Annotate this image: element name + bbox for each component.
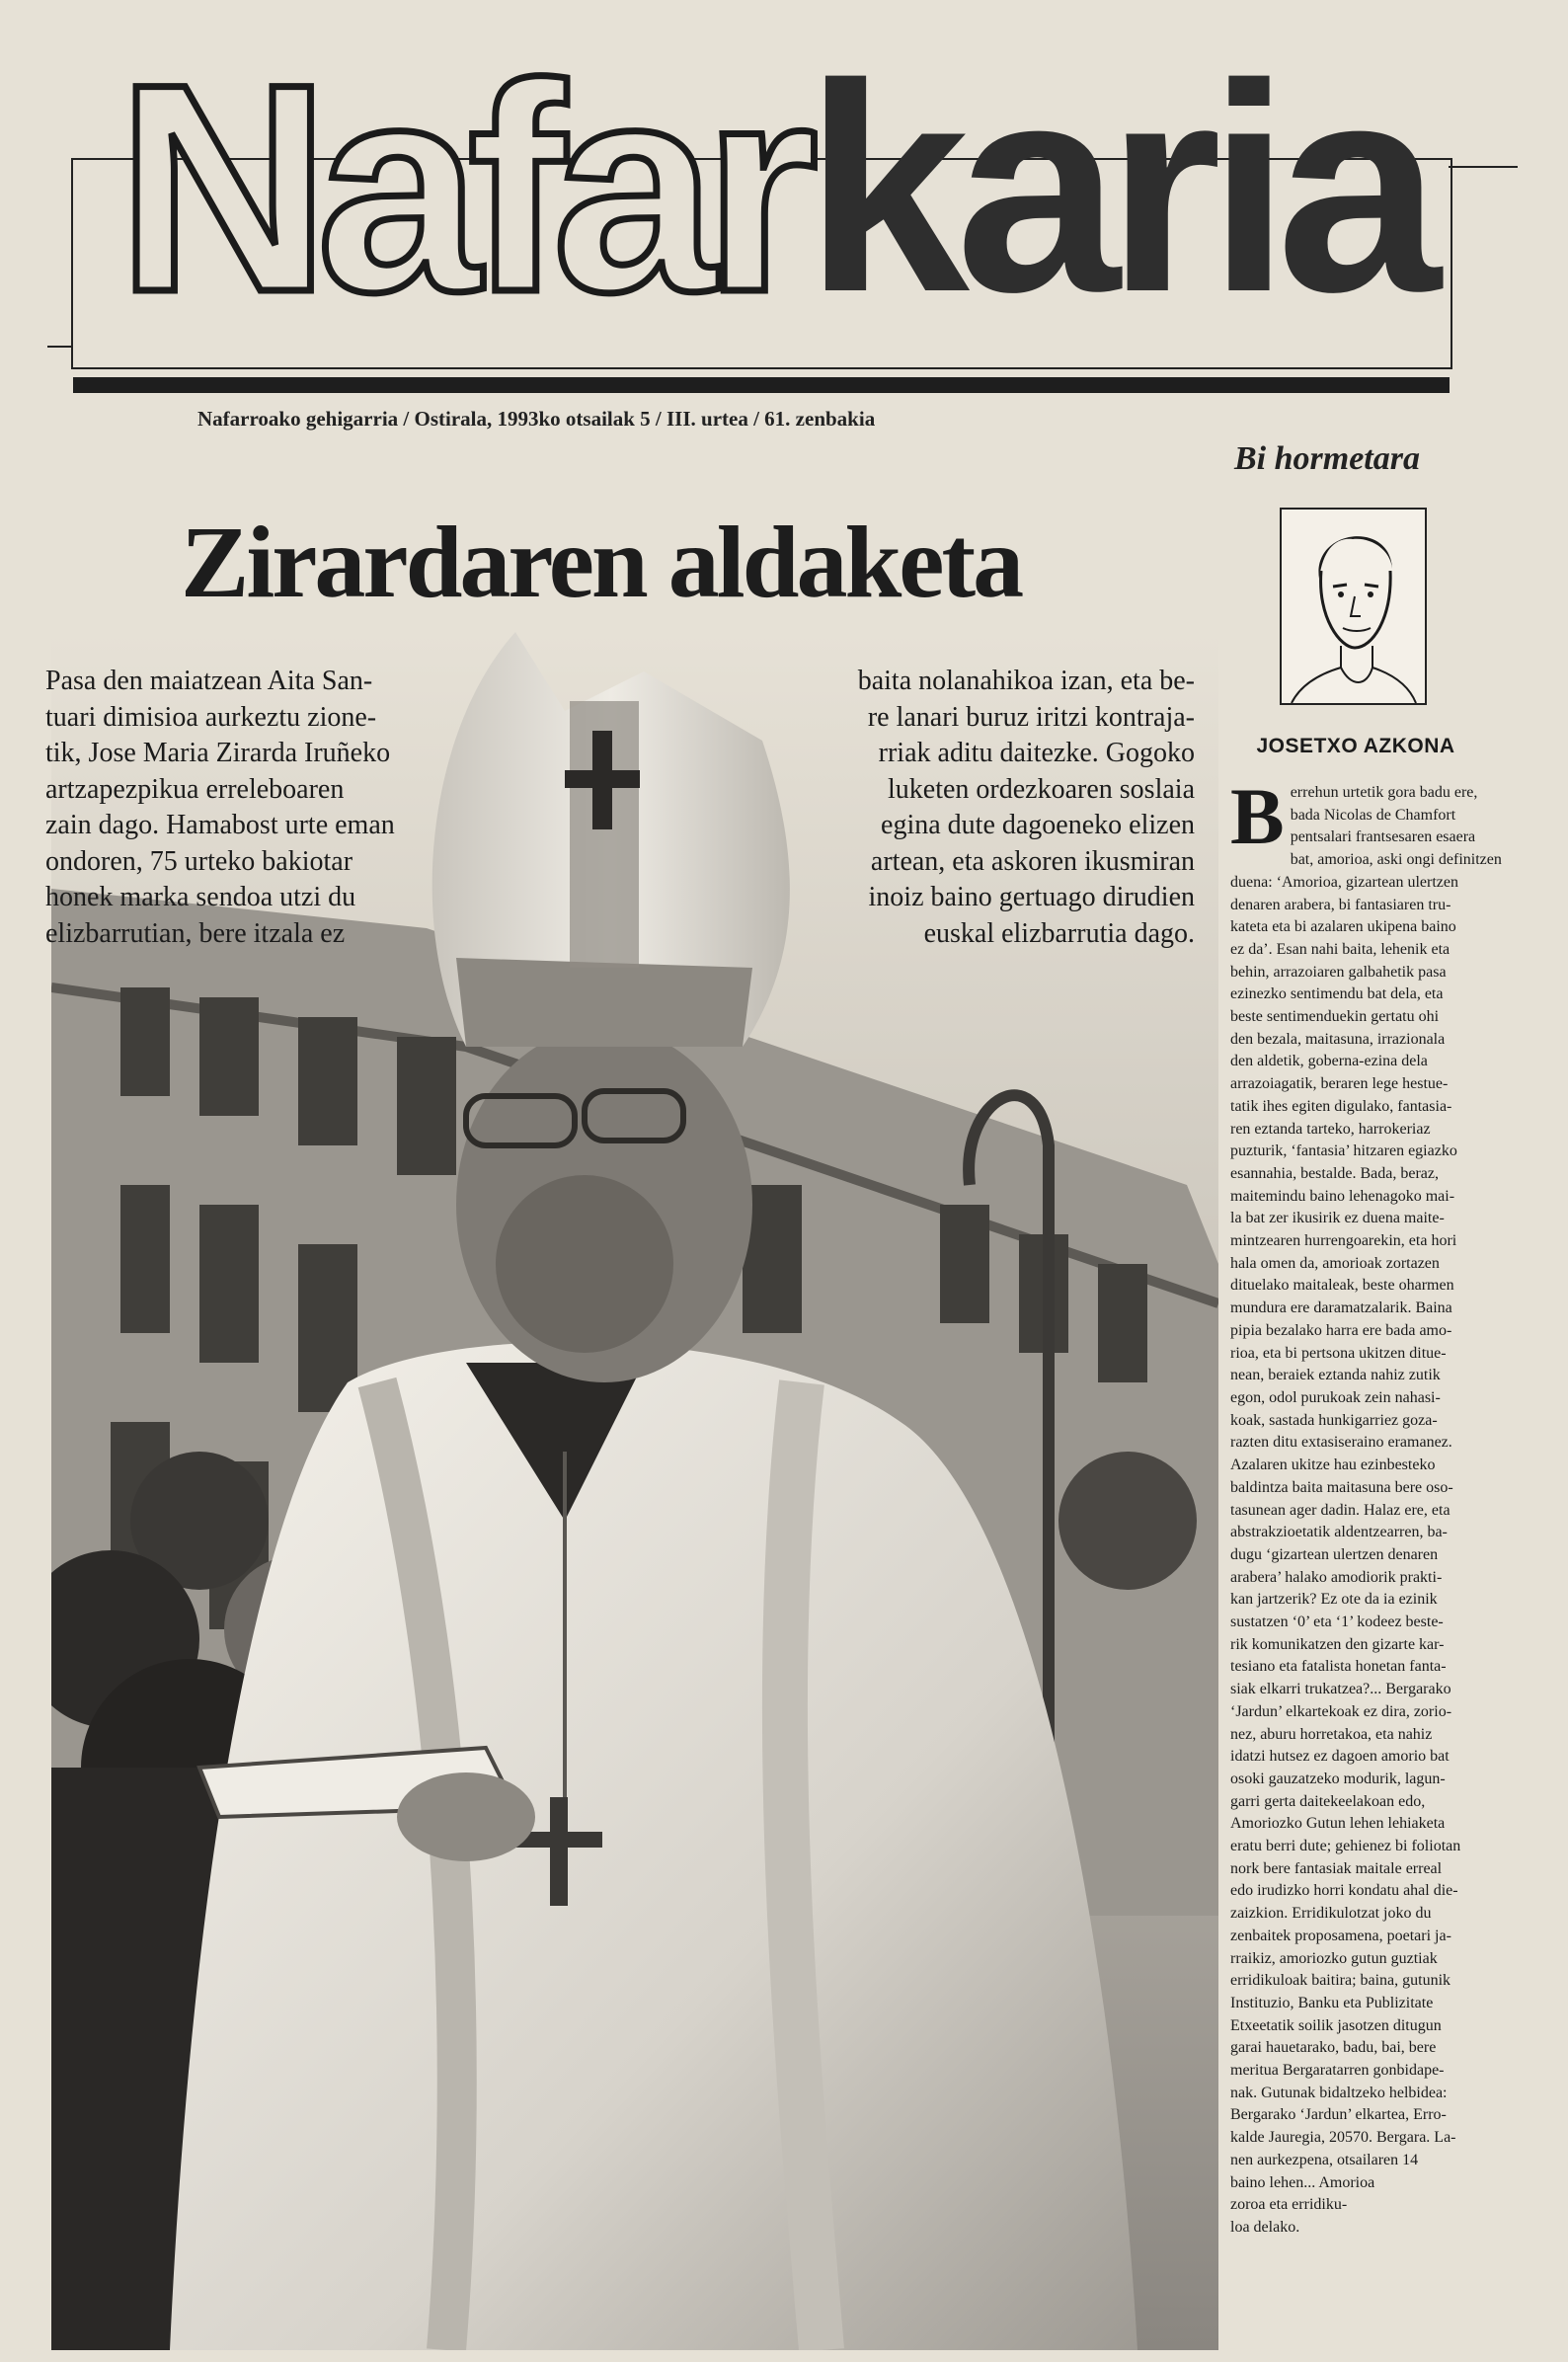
column-line: eratu berri dute; gehienez bi foliotan xyxy=(1230,1838,1461,1855)
column-kicker: Bi hormetara xyxy=(1234,440,1420,477)
lead-text-right xyxy=(780,664,1195,952)
lead-line: tuari dimisioa aurkeztu zione- xyxy=(45,701,377,733)
column-line: bat, amorioa, aski ongi definitzen xyxy=(1290,851,1502,869)
column-line: denaren arabera, bi fantasiaren tru- xyxy=(1230,896,1451,913)
column-line: arrazoiagatik, beraren lege hestue- xyxy=(1230,1075,1449,1093)
column-line: mintzearen hurrengoarekin, eta hori xyxy=(1230,1232,1457,1250)
column-line: la bat zer ikusirik ez duena maite- xyxy=(1230,1210,1445,1227)
article-headline: Zirardaren aldaketa xyxy=(181,506,1022,619)
column-line: errehun urtetik gora badu ere, xyxy=(1290,784,1478,801)
column-line: kalde Jauregia, 20570. Bergara. La- xyxy=(1230,2129,1456,2147)
column-line: garri gerta daitekeelakoan edo, xyxy=(1230,1792,1426,1810)
column-line: ezinezko sentimendu bat dela, eta xyxy=(1230,985,1444,1003)
column-body xyxy=(1230,771,1502,2240)
lead-line: zain dago. Hamabost urte eman xyxy=(45,810,395,840)
column-line: sustatzen ‘0’ eta ‘1’ kodeez beste- xyxy=(1230,1614,1444,1631)
column-line: behin, arrazoiaren galbahetik pasa xyxy=(1230,963,1447,981)
column-line: garai hauetarako, badu, bai, bere xyxy=(1230,2039,1437,2057)
column-line: rik komunikatzen den gizarte kar- xyxy=(1230,1635,1445,1653)
column-line: baino lehen... Amorioa xyxy=(1230,2173,1375,2191)
column-line: ez da’. Esan nahi baita, lehenik eta xyxy=(1230,940,1450,958)
column-line: nean, beraiek eztanda nahiz zutik xyxy=(1230,1367,1441,1384)
column-line: esannahia, bestalde. Bada, beraz, xyxy=(1230,1164,1440,1182)
column-line: Bergarako ‘Jardun’ elkartea, Erro- xyxy=(1230,2106,1447,2124)
column-line: kateta eta bi azalaren ukipena baino xyxy=(1230,918,1456,936)
column-line: zenbaitek proposamena, poetari ja- xyxy=(1230,1927,1451,1944)
column-line: beste sentimenduekin gertatu ohi xyxy=(1230,1008,1440,1026)
column-line: bada Nicolas de Chamfort xyxy=(1290,806,1456,824)
column-line: tesiano eta fatalista honetan fanta- xyxy=(1230,1658,1447,1676)
column-line: pipia bezalako harra ere bada amo- xyxy=(1230,1321,1452,1339)
column-line: edo irudizko horri kondatu ahal die- xyxy=(1230,1882,1458,1900)
column-line: hala omen da, amorioak zortazen xyxy=(1230,1254,1440,1272)
column-line: Amoriozko Gutun lehen lehiaketa xyxy=(1230,1815,1446,1833)
author-portrait xyxy=(1280,508,1427,705)
column-line: nork bere fantasiak maitale erreal xyxy=(1230,1859,1443,1877)
column-line: ‘Jardun’ elkartekoak ez dira, zorio- xyxy=(1230,1702,1452,1720)
column-line: den aldetik, goberna-ezina dela xyxy=(1230,1053,1428,1070)
column-line: nak. Gutunak bidaltzeko helbidea: xyxy=(1230,2084,1448,2101)
column-line: rraikiz, amoriozko gutun guztiak xyxy=(1230,1949,1438,1967)
column-line: Etxeetatik soilik jasotzen ditugun xyxy=(1230,2016,1442,2034)
column-line: den bezala, maitasuna, irrazionala xyxy=(1230,1030,1446,1048)
column-line: duena: ‘Amorioa, gizartean ulertzen xyxy=(1230,873,1458,891)
lead-line: artzapezpikua erreleboaren xyxy=(45,773,345,805)
column-line: ren eztanda tarteko, harrokeriaz xyxy=(1230,1120,1431,1138)
column-line: nez, aburu horretakoa, eta nahiz xyxy=(1230,1725,1433,1743)
column-line: erridikuloak baitira; baina, gutunik xyxy=(1230,1972,1451,1990)
column-line: rioa, eta bi pertsona ukitzen ditue- xyxy=(1230,1344,1447,1362)
lead-line: egina dute dagoeneko elizen xyxy=(881,810,1195,840)
column-line: dugu ‘gizartean ulertzen denaren xyxy=(1230,1545,1439,1563)
column-line: siak elkarri trukatzea?... Bergarako xyxy=(1230,1681,1451,1698)
column-line: nen aurkezpena, otsailaren 14 xyxy=(1230,2151,1419,2168)
column-line: dituelako maitaleak, beste oharmen xyxy=(1230,1277,1454,1295)
masthead-rule-right xyxy=(1449,166,1518,168)
masthead-title-part1: Nafar xyxy=(117,22,805,354)
column-line: mundura ere daramatzalarik. Baina xyxy=(1230,1299,1452,1317)
column-line: abstrakzioetatik aldentzearren, ba- xyxy=(1230,1524,1448,1541)
masthead-rule-left xyxy=(47,346,73,348)
lead-line: euskal elizbarrutia dago. xyxy=(923,917,1195,949)
masthead-title xyxy=(117,22,1428,354)
column-lines xyxy=(1230,849,1502,2240)
column-line: Instituzio, Banku eta Publizitate xyxy=(1230,1994,1434,2011)
column-line: baldintza baita maitasuna bere oso- xyxy=(1230,1478,1453,1496)
lead-line: elizbarrutian, bere itzala ez xyxy=(45,917,346,949)
column-line: osoki gauzatzeko modurik, lagun- xyxy=(1230,1770,1446,1787)
column-line: meritua Bergaratarren gonbidape- xyxy=(1230,2062,1445,2080)
lead-text-left xyxy=(45,664,436,952)
column-line: zaizkion. Erridikulotzat joko du xyxy=(1230,1905,1432,1923)
lead-line: re lanari buruz iritzi kontraja- xyxy=(867,701,1195,733)
column-author: JOSETXO AZKONA xyxy=(1256,735,1455,757)
column-line: kan jartzerik? Ez ote da ia ezinik xyxy=(1230,1591,1438,1609)
column-line: arabera’ halako amodiorik prakti- xyxy=(1230,1568,1443,1586)
lead-line: rriak aditu daitezke. Gogoko xyxy=(878,738,1195,768)
column-line: razten ditu extasiseraino eramanez. xyxy=(1230,1434,1452,1452)
column-line: tatik ihes egiten digulako, fantasia- xyxy=(1230,1097,1452,1115)
lead-line: artean, eta askoren ikusmiran xyxy=(870,845,1195,877)
column-line: maitemindu baino lehenagoko mai- xyxy=(1230,1187,1455,1205)
lead-line: inoiz baino gertuago dirudien xyxy=(868,882,1195,912)
column-line: idatzi hutsez ez dagoen amorio bat xyxy=(1230,1748,1450,1766)
lead-line: tik, Jose Maria Zirarda Iruñeko xyxy=(45,738,391,768)
column-line: tasunean ager dadin. Halaz ere, eta xyxy=(1230,1501,1450,1519)
author-portrait-sketch xyxy=(1282,510,1425,703)
column-line: loa delako. xyxy=(1230,2219,1300,2236)
lead-line: Pasa den maiatzean Aita San- xyxy=(45,666,373,696)
dropcap: B xyxy=(1230,771,1285,861)
column-line: egon, odol purukoak zein nahasi- xyxy=(1230,1388,1441,1406)
lead-line: luketen ordezkoaren soslaia xyxy=(888,773,1195,805)
column-line: pentsalari frantsesaren esaera xyxy=(1290,828,1476,846)
lead-line: honek marka sendoa utzi du xyxy=(45,882,356,912)
masthead-title-part2: karia xyxy=(805,22,1428,354)
column-line: koak, sastada hunkigarriez goza- xyxy=(1230,1411,1438,1429)
column-line: puzturik, ‘fantasia’ hitzaren egiazko xyxy=(1230,1142,1457,1160)
issue-subline: Nafarroako gehigarria / Ostirala, 1993ko otsailak 5 / III. urtea / 61. zenbakia xyxy=(197,407,876,431)
column-line: Azalaren ukitze hau ezinbesteko xyxy=(1230,1457,1436,1474)
masthead-bar xyxy=(73,377,1450,393)
lead-line: ondoren, 75 urteko bakiotar xyxy=(45,845,353,877)
lead-line: baita nolanahikoa izan, eta be- xyxy=(857,666,1195,696)
column-line: zoroa eta erridiku- xyxy=(1230,2196,1348,2214)
